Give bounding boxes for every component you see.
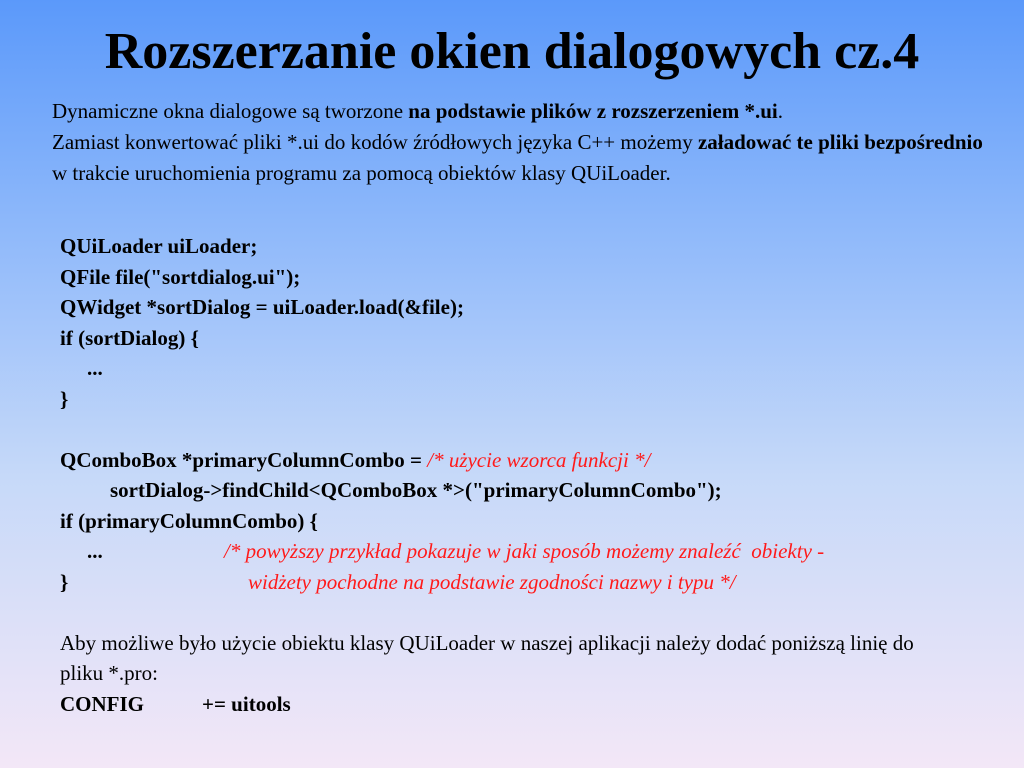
intro-bold-2: załadować te pliki bezpośrednio — [697, 130, 983, 154]
code-line-7-code: QComboBox *primaryColumnCombo = — [60, 447, 428, 472]
code-line-3: QWidget *sortDialog = uiLoader.load(&file); — [60, 295, 464, 319]
intro-paragraph — [52, 96, 992, 189]
code-line-9: if (primaryColumnCombo) { — [60, 508, 318, 533]
code-line-10-comment: /* powyższy przykład pokazuje w jaki sposób możemy znaleźć obiekty - — [224, 539, 825, 563]
slide-title: Rozszerzanie okien dialogowych cz.4 — [104, 23, 920, 80]
intro-text-4: w trakcie uruchomienia programu za pomocą obiektów klasy QUiLoader. — [52, 161, 671, 185]
code-line-11 — [60, 567, 1000, 598]
config-line — [60, 689, 1000, 720]
code-line-1: QUiLoader uiLoader; — [60, 234, 258, 258]
config-value: += uitools — [202, 691, 291, 716]
intro-bold-1: na podstawie plików z rozszerzeniem *.ui — [408, 99, 778, 123]
config-key: CONFIG — [60, 691, 144, 716]
code-line-10-code: ... — [87, 539, 103, 563]
code-line-6: } — [60, 386, 69, 411]
code-line-7 — [60, 445, 1000, 476]
intro-text-1: Dynamiczne okna dialogowe są tworzone — [52, 99, 409, 123]
code-line-11-comment: widżety pochodne na podstawie zgodności nazwy i typu */ — [248, 569, 736, 594]
code-line-11-code: } — [60, 569, 69, 594]
code-line-4: if (sortDialog) { — [60, 325, 199, 350]
code-block — [60, 231, 1000, 719]
code-line-10 — [60, 536, 1000, 567]
intro-text-3: Zamiast konwertować pliki *.ui do kodów źródłowych języka C++ możemy — [52, 130, 698, 154]
footer-text: Aby możliwe było użycie obiektu klasy QUiLoader w naszej aplikacji należy dodać poniższą linię do pliku *.pro: — [60, 630, 914, 685]
code-line-5: ... — [87, 356, 103, 380]
code-line-8: sortDialog->findChild<QComboBox *>("primaryColumnCombo"); — [110, 478, 722, 502]
code-line-2: QFile file("sortdialog.ui"); — [60, 264, 301, 289]
code-blank-line — [60, 414, 1000, 445]
intro-text-2: . — [777, 99, 783, 123]
code-blank-line-2 — [60, 597, 1000, 628]
code-line-7-comment: /* użycie wzorca funkcji */ — [427, 447, 651, 472]
